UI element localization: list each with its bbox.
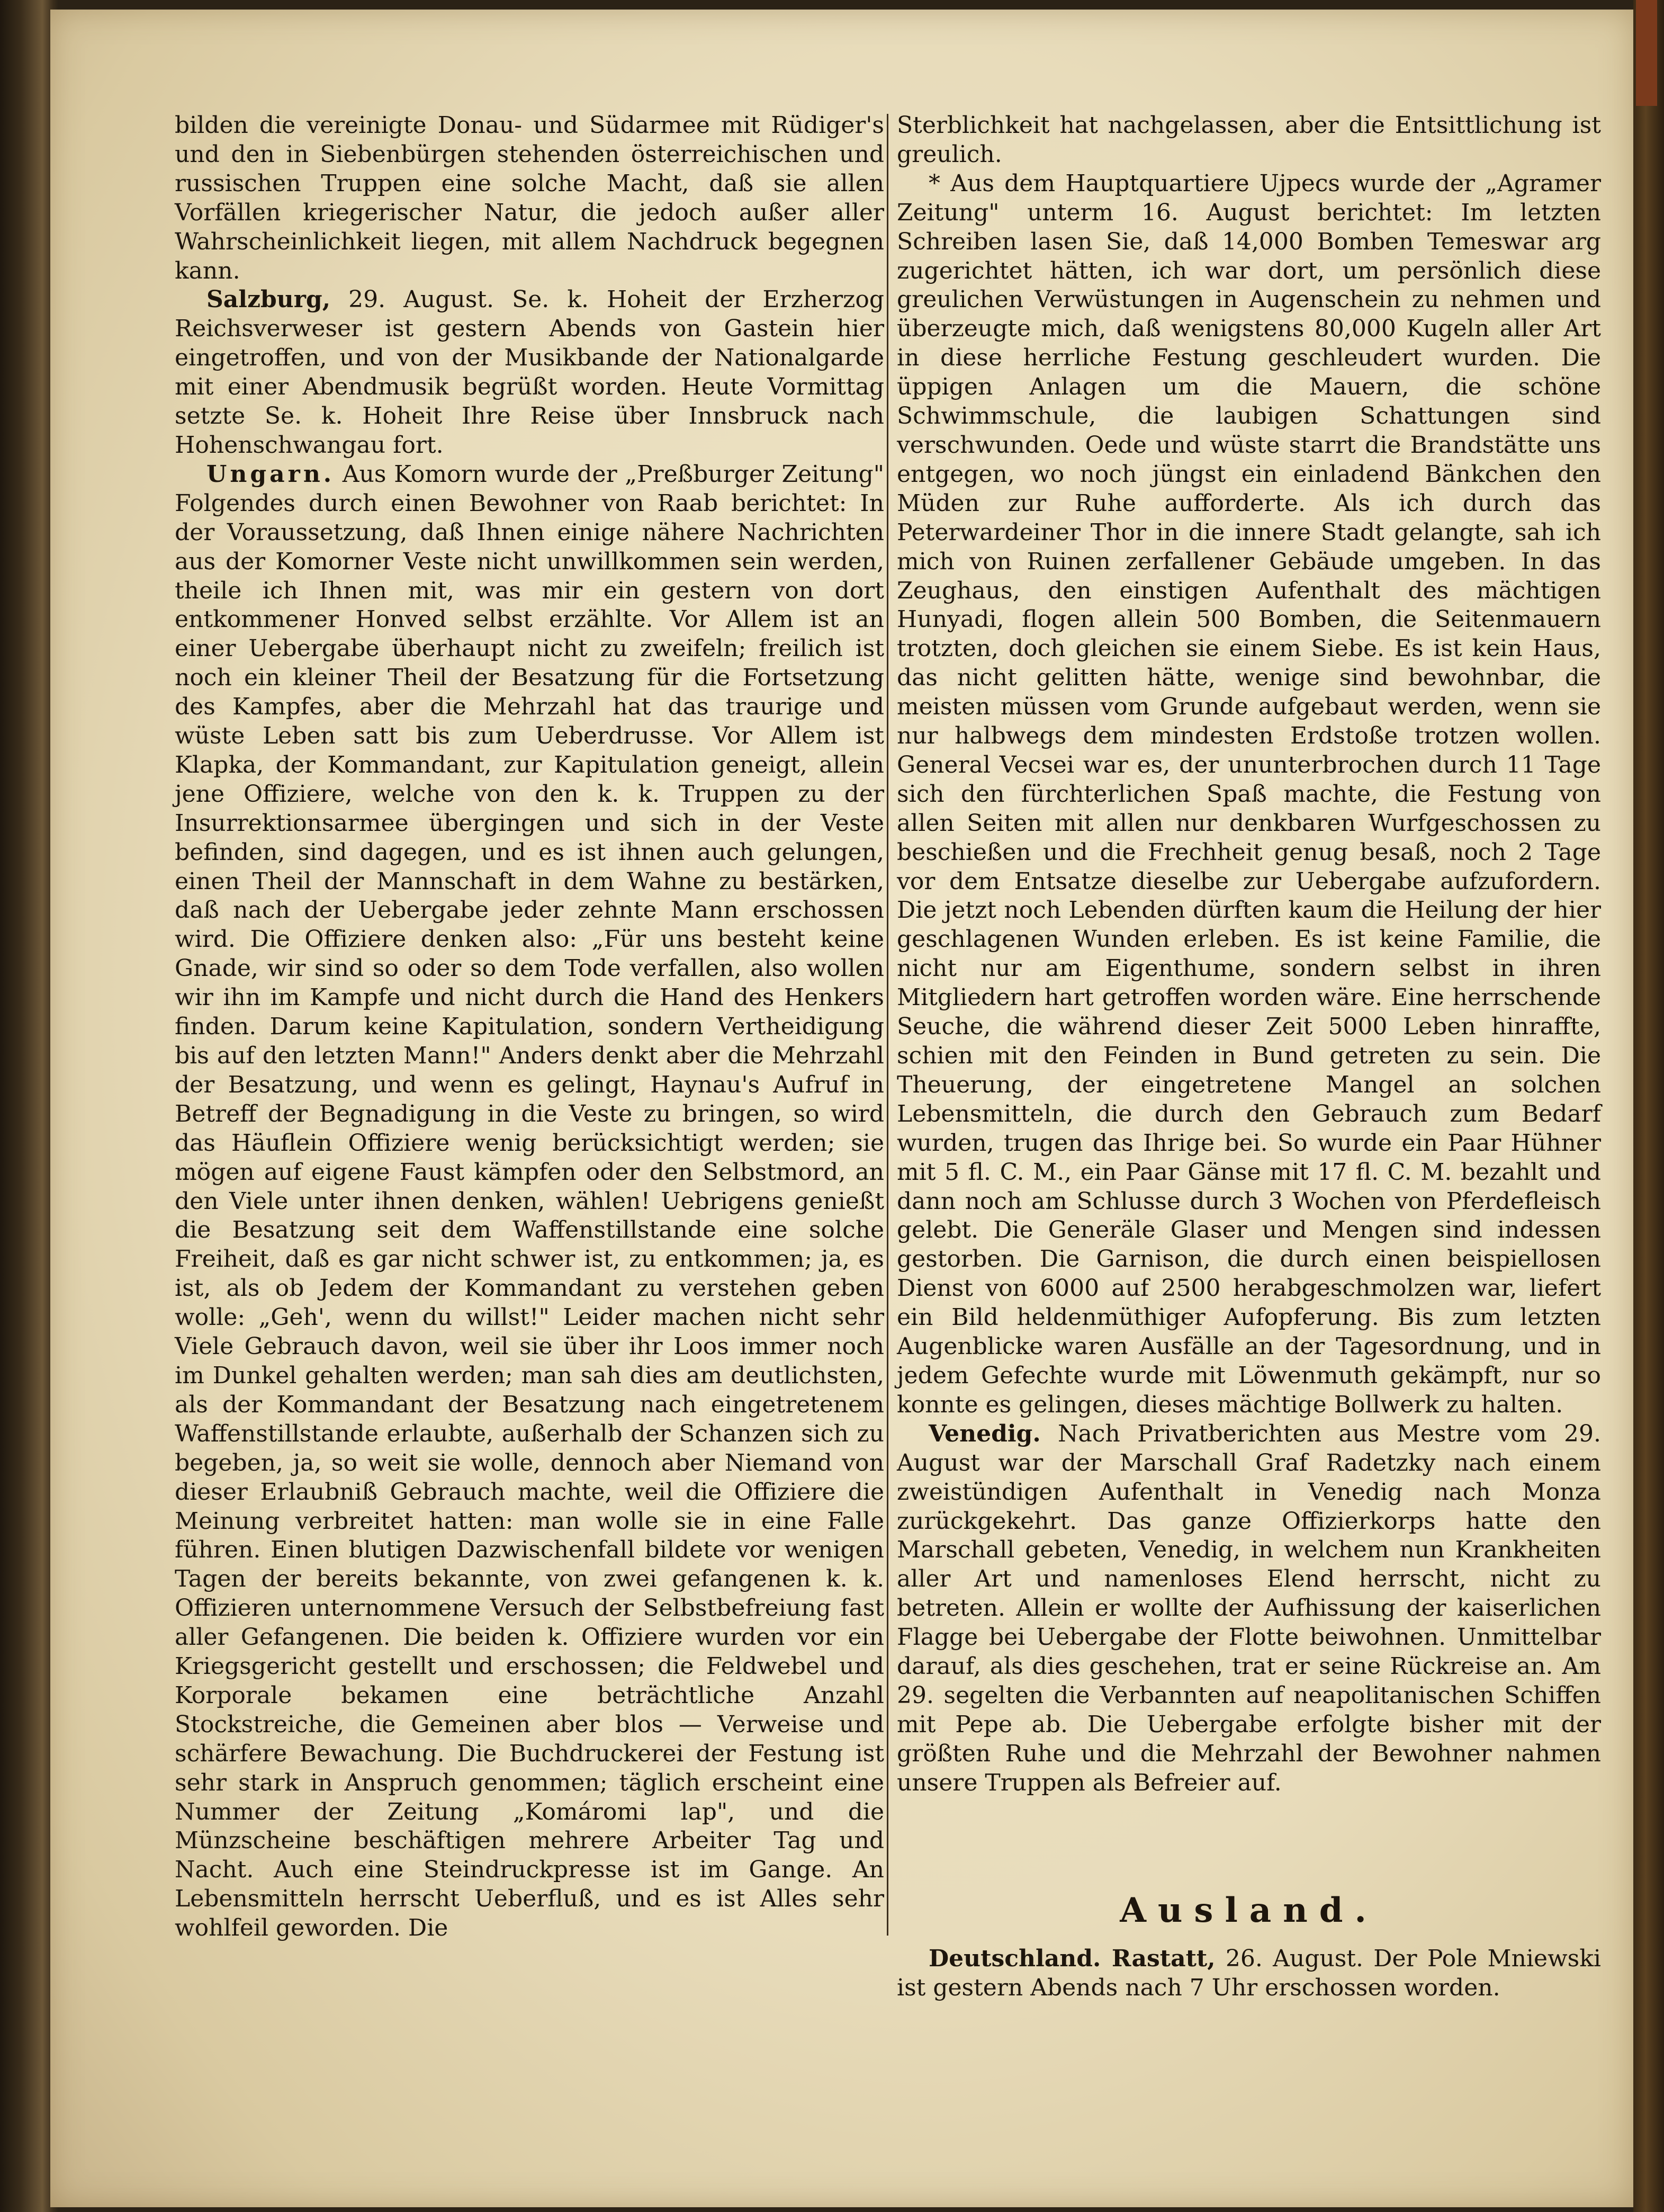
- dateline-salzburg: Salzburg,: [206, 286, 331, 314]
- dateline-rastatt: Deutschland. Rastatt,: [929, 1945, 1216, 1972]
- book-binding: [1633, 0, 1664, 2212]
- dateline-venedig: Venedig.: [929, 1420, 1041, 1447]
- paragraph-ungarn: [175, 460, 884, 1943]
- left-column: [175, 111, 884, 1943]
- dateline-ungarn: Ungarn.: [206, 460, 335, 488]
- paragraph-rastatt: [897, 1945, 1601, 2003]
- ungarn-text: Aus Komorn wurde der „Preßburger Zeitung" Folgendes durch einen Bewohner von Raab berichtet: In der Voraussetzung, daß Ihnen einige nähere Nachrichten aus der Komorner Veste nicht unwillkommen sein werden, theile ich Ihnen mit, was mir ein gestern von dort entkommener Honved selbst erzählte. Vor Allem ist an einer Uebergabe überhaupt nicht zu zweifeln; freilich ist noch ein kleiner Theil der Besatzung für die Fortsetzung des Kampfes, aber die Mehrzahl hat das traurige und wüste Leben satt bis zum Ueberdrusse. Vor Allem ist Klapka, der Kommandant, zur Kapitulation geneigt, allein jene Offiziere, welche von den k. k. Truppen zu der Insurrektionsarmee übergingen und sich in der Veste befinden, sind dagegen, und es ist ihnen auch gelungen, einen Theil der Mannschaft in dem Wahne zu bestärken, daß nach der Uebergabe jeder zehnte Mann erschossen wird. Die Offiziere denken also: „Für uns besteht keine Gnade, wir sind so oder so dem Tode verfallen, also wollen wir ihn im Kampfe und nicht durch die Hand des Henkers finden. Darum keine Kapitulation, sondern Vertheidigung bis auf den letzten Mann!" Anders denkt aber die Mehrzahl der Besatzung, und wenn es gelingt, Haynau's Aufruf in Betreff der Begnadigung in die Veste zu bringen, so wird das Häuflein Offiziere wenig berücksichtigt werden; sie mögen auf eigene Faust kämpfen oder den Selbstmord, an den Viele unter ihnen denken, wählen! Uebrigens genießt die Besatzung seit dem Waffenstillstande eine solche Freiheit, daß es gar nicht schwer ist, zu entkommen; ja, es ist, als ob Jedem der Kommandant zu verstehen geben wolle: „Geh', wenn du willst!" Leider machen nicht sehr Viele Gebrauch davon, weil sie über ihr Loos immer noch im Dunkel gehalten werden; man sah dies am deutlichsten, als der Kommandant der Besatzung nach eingetretenem Waffenstillstande erlaubte, außerhalb der Schanzen sich zu begeben, ja, so weit sie wolle, dennoch aber Niemand von dieser Erlaubniß Gebrauch machte, weil die Offiziere die Meinung verbreitet hatten: man wolle sie in eine Falle führen. Einen blutigen Dazwischenfall bildete vor wenigen Tagen der bereits bekannte, von zwei gefangenen k. k. Offizieren unternommene Versuch der Selbstbefreiung fast aller Gefangenen. Die beiden k. Offiziere wurden vor ein Kriegsgericht gestellt und erschossen; die Feldwebel und Korporale bekamen eine beträchtliche Anzahl Stockstreiche, die Gemeinen aber blos — Verweise und schärfere Bewachung. Die Buchdruckerei der Festung ist sehr stark in Anspruch genommen; täglich erscheint eine Nummer der Zeitung „Komáromi lap", und die Münzscheine beschäftigen mehrere Arbeiter Tag und Nacht. Auch eine Steindruckpresse ist im Gange. An Lebensmitteln herrscht Ueberfluß, und es ist Alles sehr wohlfeil geworden. Die: [175, 460, 884, 1942]
- salzburg-text: 29. August. Se. k. Hoheit der Erzherzog Reichsverweser ist gestern Abends von Gastein hier eingetroffen, und von der Musikbande der Nationalgarde mit einer Abendmusik begrüßt worden. Heute Vormittag setzte Se. k. Hoheit Ihre Reise über Innsbruck nach Hohenschwangau fort.: [175, 286, 884, 459]
- paragraph-sterblichkeit: Sterblichkeit hat nachgelassen, aber die Entsittlichung ist greulich.: [897, 112, 1601, 168]
- right-column: [897, 111, 1601, 1798]
- section-heading-ausland: Ausland.: [1120, 1891, 1378, 1930]
- binding-tab: [1636, 0, 1657, 106]
- paragraph-salzburg: [175, 285, 884, 460]
- paragraph-venedig: [897, 1420, 1601, 1798]
- ausland-section: [897, 1945, 1601, 2003]
- venedig-text: Nach Privatberichten aus Mestre vom 29. August war der Marschall Graf Radetzky nach einem zweistündigen Aufenthalt in Venedig nach Monza zurückgekehrt. Das ganze Offizierkorps hatte den Marschall gebeten, Venedig, in welchem nun Krankheiten aller Art und namenloses Elend herrscht, nicht zu betreten. Allein er wollte der Aufhissung der kaiserlichen Flagge bei Uebergabe der Flotte beiwohnen. Unmittelbar darauf, als dies geschehen, trat er seine Rückreise an. Am 29. segelten die Verbannten auf neapolitanischen Schiffen mit Pepe ab. Die Uebergabe erfolgte bisher mit der größten Ruhe und die Mehrzahl der Bewohner nahmen unsere Truppen als Befreier auf.: [897, 1420, 1601, 1796]
- column-rule: [887, 114, 888, 1936]
- paragraph-danube-army: bilden die vereinigte Donau- und Südarmee mit Rüdiger's und den in Siebenbürgen stehenden österreichischen und russischen Truppen eine solche Macht, daß sie allen Vorfällen kriegerischer Natur, die jedoch außer aller Wahrscheinlichkeit liegen, mit allem Nachdruck begegnen kann.: [175, 112, 884, 284]
- rastatt-text: 26. August. Der Pole Mniewski ist gestern Abends nach 7 Uhr erschossen worden.: [897, 1945, 1601, 2001]
- paragraph-temeswar: * Aus dem Hauptquartiere Ujpecs wurde der „Agramer Zeitung" unterm 16. August berichtet: Im letzten Schreiben lasen Sie, daß 14,000 Bomben Temeswar arg zugerichtet hätten, ich war dort, um persönlich diese greulichen Verwüstungen in Augenschein zu nehmen und überzeugte mich, daß wenigstens 80,000 Kugeln aller Art in diese herrliche Festung geschleudert wurden. Die üppigen Anlagen um die Mauern, die schöne Schwimmschule, die laubigen Schattungen sind verschwunden. Oede und wüste starrt die Brandstätte uns entgegen, wo noch jüngst ein einladend Bänkchen den Müden zur Ruhe aufforderte. Als ich durch das Peterwardeiner Thor in die innere Stadt gelangte, sah ich mich von Ruinen zerfallener Gebäude umgeben. In das Zeughaus, den einstigen Aufenthalt des mächtigen Hunyadi, flogen allein 500 Bomben, die Seitenmauern trotzten, doch gleichen sie einem Siebe. Es ist kein Haus, das nicht gelitten hätte, wenige sind bewohnbar, die meisten müssen vom Grunde aufgebaut werden, wenn sie nur halbwegs dem mindesten Erdstoße trotzen wollen. General Vecsei war es, der ununterbrochen durch 11 Tage sich den fürchterlichen Spaß machte, die Festung von allen Seiten mit allen nur denkbaren Wurfgeschossen zu beschießen und die Frechheit genug besaß, noch 2 Tage vor dem Entsatze dieselbe zur Uebergabe aufzufordern. Die jetzt noch Lebenden dürften kaum die Heilung der hier geschlagenen Wunden erleben. Es ist keine Familie, die nicht nur am Eigenthume, sondern selbst in ihren Mitgliedern hart getroffen worden wäre. Eine herrschende Seuche, die während dieser Zeit 5000 Leben hinraffte, schien mit den Feinden in Bund getreten zu sein. Die Theuerung, der eingetretene Mangel an solchen Lebensmitteln, die durch den Gebrauch zum Bedarf wurden, trugen das Ihrige bei. So wurde ein Paar Hühner mit 5 fl. C. M., ein Paar Gänse mit 17 fl. C. M. bezahlt und dann noch am Schlusse durch 3 Wochen von Pferdefleisch gelebt. Die Generäle Glaser und Mengen sind indessen gestorben. Die Garnison, die durch einen beispiellosen Dienst von 6000 auf 2500 herabgeschmolzen war, liefert ein Bild heldenmüthiger Aufopferung. Bis zum letzten Augenblicke waren Ausfälle an der Tagesordnung, und in jedem Gefechte wurde mit Löwenmuth gekämpft, nur so konnte es gelingen, dieses mächtige Bollwerk zu halten.: [897, 169, 1601, 1418]
